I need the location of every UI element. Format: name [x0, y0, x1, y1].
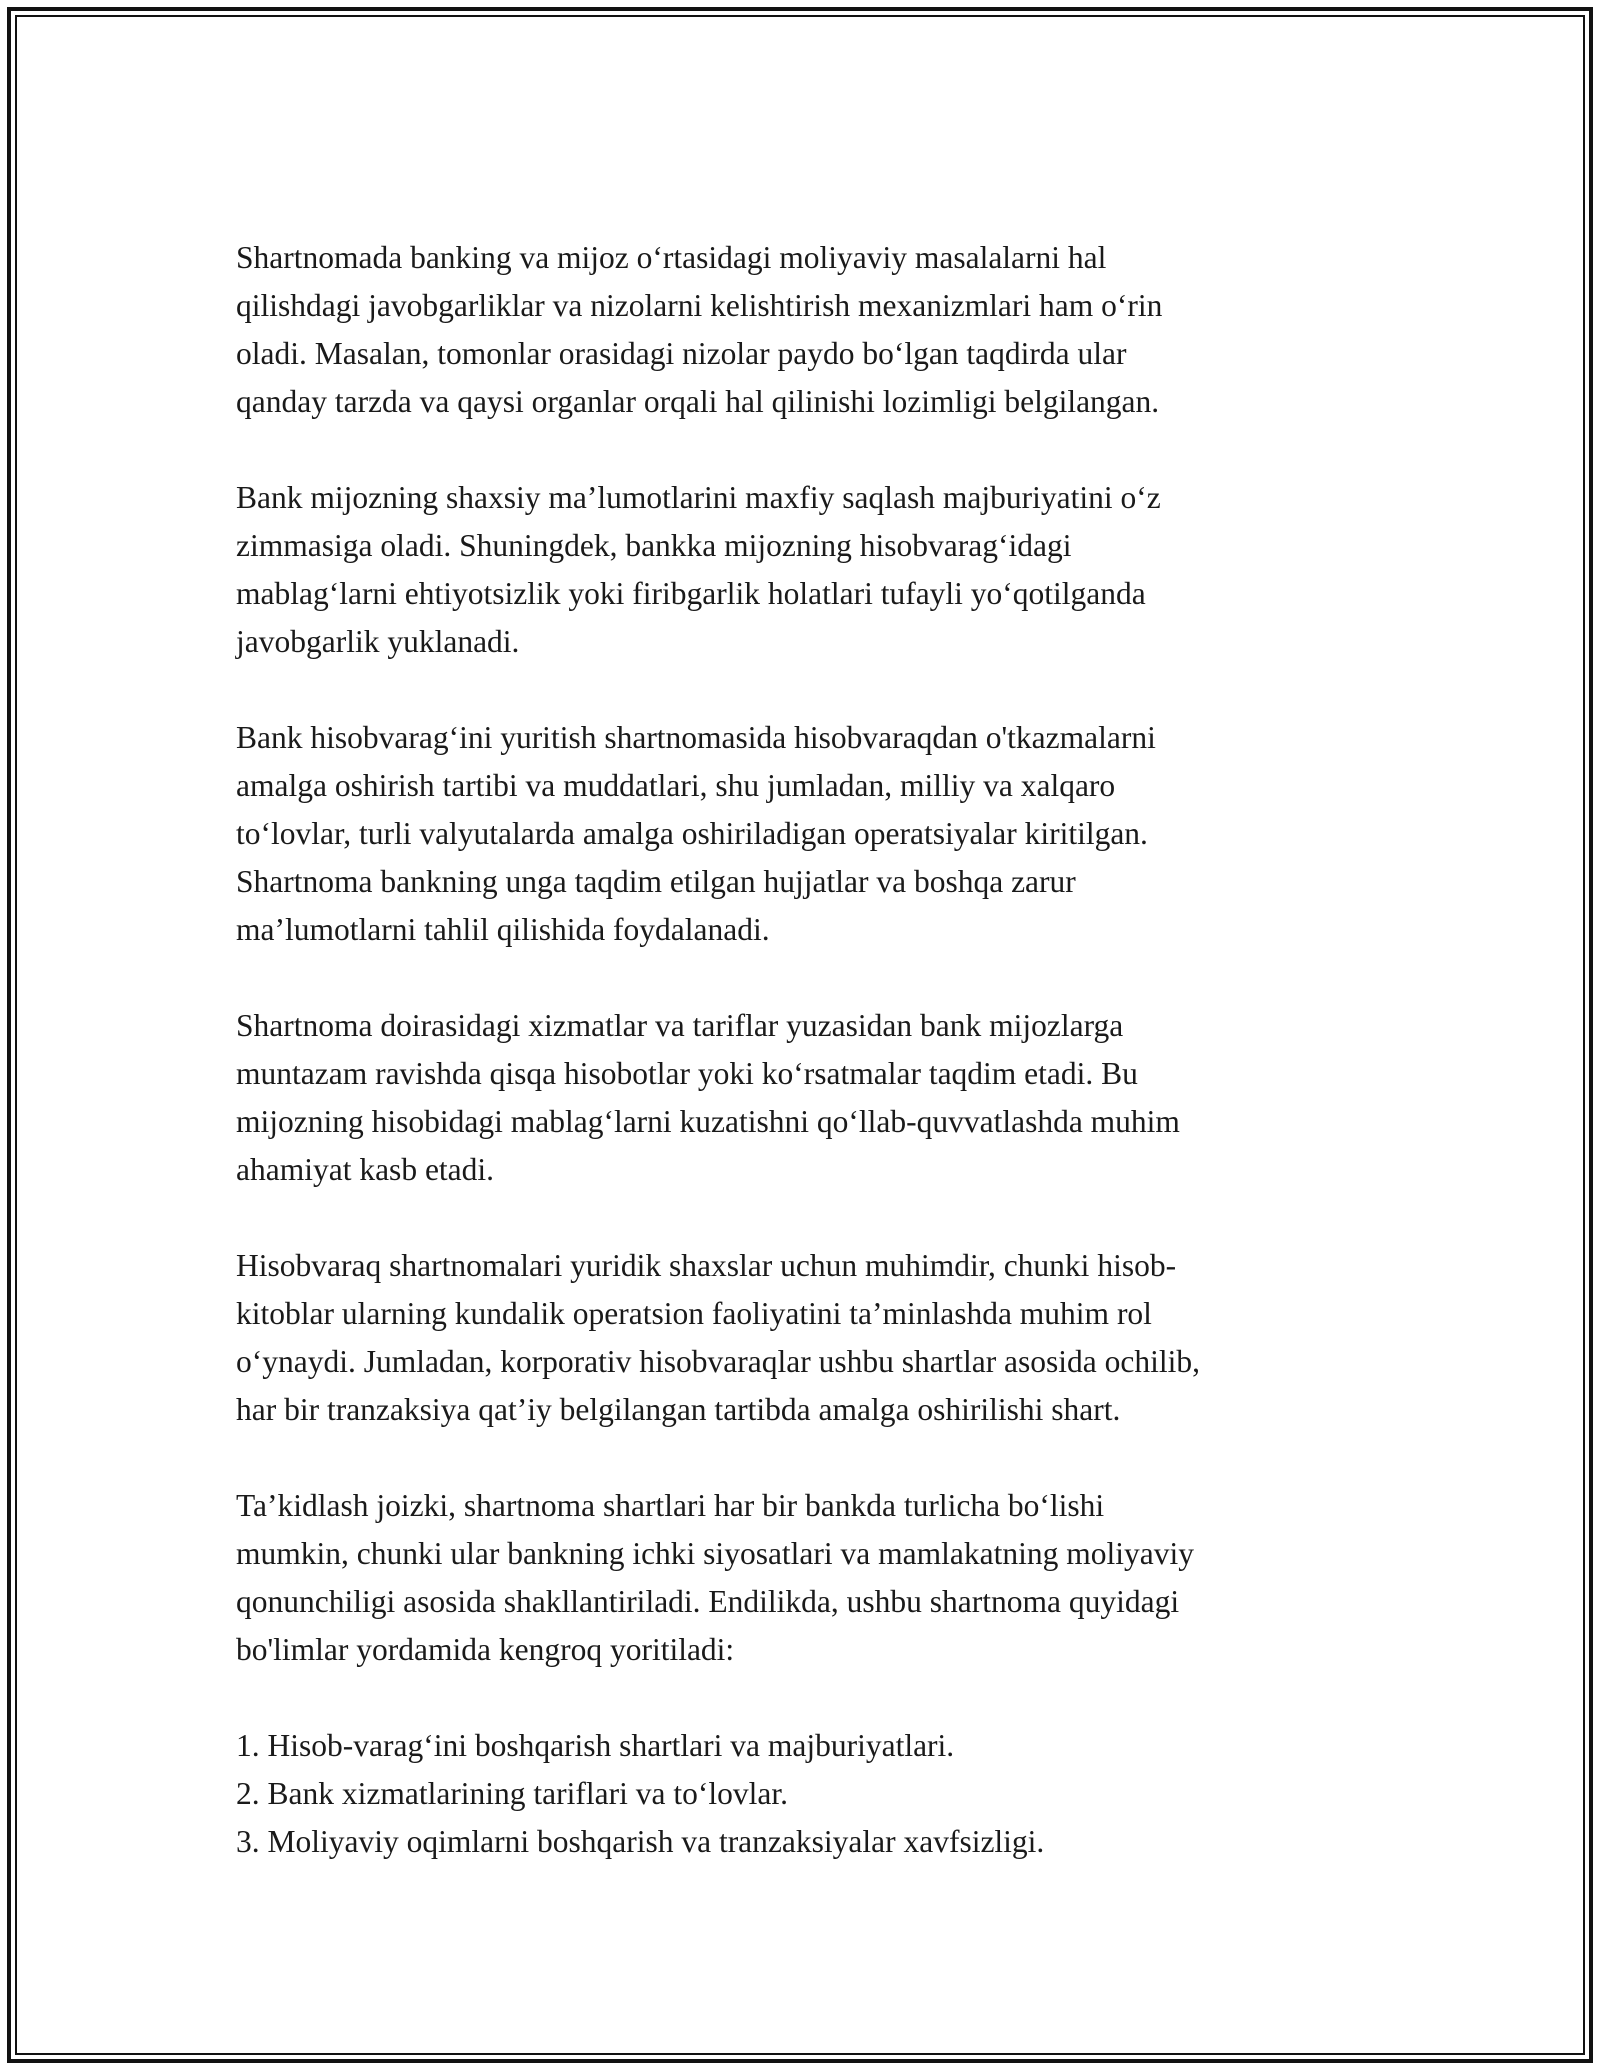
text-line: qilishdagi javobgarliklar va nizolarni kelishtirish mexanizmlari ham o‘rin	[236, 288, 1163, 323]
text-line: Shartnoma doirasidagi xizmatlar va tariflar yuzasidan bank mijozlarga	[236, 1008, 1124, 1043]
text-line: mumkin, chunki ular bankning ichki siyosatlari va mamlakatning moliyaviy	[236, 1536, 1194, 1571]
text-line: bo'limlar yordamida kengroq yoritiladi:	[236, 1632, 735, 1667]
paragraph-5	[236, 1242, 1366, 1434]
text-line: qanday tarzda va qaysi organlar orqali hal qilinishi lozimligi belgilangan.	[236, 384, 1160, 419]
text-line: qonunchiligi asosida shakllantiriladi. Endilikda, ushbu shartnoma quyidagi	[236, 1584, 1180, 1619]
text-line: oladi. Masalan, tomonlar orasidagi nizolar paydo bo‘lgan taqdirda ular	[236, 336, 1127, 371]
list-item: 1. Hisob-varag‘ini boshqarish shartlari va majburiyatlari.	[236, 1728, 955, 1763]
text-line: Shartnomada banking va mijoz o‘rtasidagi moliyaviy masalalarni hal	[236, 240, 1107, 275]
paragraph-3	[236, 714, 1366, 954]
text-line: to‘lovlar, turli valyutalarda amalga oshiriladigan operatsiyalar kiritilgan.	[236, 816, 1148, 851]
paragraph-6	[236, 1482, 1366, 1674]
text-line: kitoblar ularning kundalik operatsion faoliyatini ta’minlashda muhim rol	[236, 1296, 1152, 1331]
text-line: zimmasiga oladi. Shuningdek, bankka mijozning hisobvarag‘idagi	[236, 528, 1072, 563]
text-line: Ta’kidlash joizki, shartnoma shartlari har bir bankda turlicha bo‘lishi	[236, 1488, 1105, 1523]
text-line: ahamiyat kasb etadi.	[236, 1152, 495, 1187]
text-line: ma’lumotlarni tahlil qilishida foydalanadi.	[236, 912, 770, 947]
text-line: mablag‘larni ehtiyotsizlik yoki firibgarlik holatlari tufayli yo‘qotilganda	[236, 576, 1146, 611]
document-body	[236, 234, 1366, 1866]
text-line: Shartnoma bankning unga taqdim etilgan hujjatlar va boshqa zarur	[236, 864, 1076, 899]
text-line: Bank mijozning shaxsiy ma’lumotlarini maxfiy saqlash majburiyatini o‘z	[236, 480, 1161, 515]
paragraph-1	[236, 234, 1366, 426]
numbered-list	[236, 1722, 1366, 1866]
paragraph-4	[236, 1002, 1366, 1194]
text-line: javobgarlik yuklanadi.	[236, 624, 520, 659]
text-line: har bir tranzaksiya qat’iy belgilangan tartibda amalga oshirilishi shart.	[236, 1392, 1121, 1427]
list-item: 2. Bank xizmatlarining tariflari va to‘lovlar.	[236, 1776, 788, 1811]
text-line: amalga oshirish tartibi va muddatlari, shu jumladan, milliy va xalqaro	[236, 768, 1116, 803]
text-line: Bank hisobvarag‘ini yuritish shartnomasida hisobvaraqdan o'tkazmalarni	[236, 720, 1156, 755]
text-line: o‘ynaydi. Jumladan, korporativ hisobvaraqlar ushbu shartlar asosida ochilib,	[236, 1344, 1201, 1379]
text-line: Hisobvaraq shartnomalari yuridik shaxslar uchun muhimdir, chunki hisob-	[236, 1248, 1177, 1283]
text-line: muntazam ravishda qisqa hisobotlar yoki ko‘rsatmalar taqdim etadi. Bu	[236, 1056, 1138, 1091]
list-item: 3. Moliyaviy oqimlarni boshqarish va tranzaksiyalar xavfsizligi.	[236, 1824, 1045, 1859]
paragraph-2	[236, 474, 1366, 666]
text-line: mijozning hisobidagi mablag‘larni kuzatishni qo‘llab-quvvatlashda muhim	[236, 1104, 1180, 1139]
